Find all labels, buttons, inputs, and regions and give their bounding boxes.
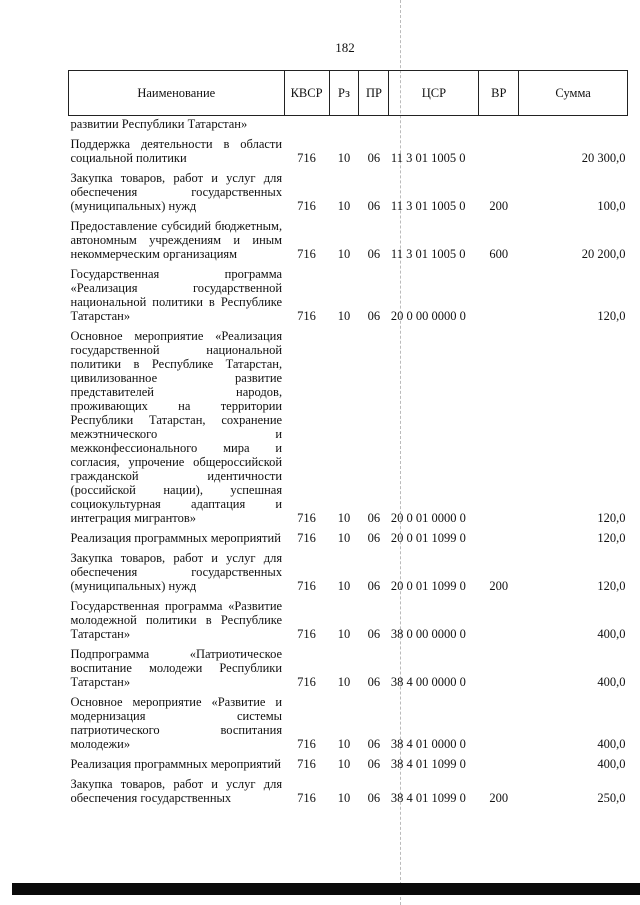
cell-rz: 10 xyxy=(337,737,351,751)
table-row xyxy=(69,756,628,776)
table-row xyxy=(69,136,628,170)
header-pr: ПР xyxy=(359,71,389,116)
cell-kvsr: 716 xyxy=(297,531,316,545)
cell-name: Подпрограмма «Патриотическое воспитание молодежи Республики Татарстан» xyxy=(70,647,283,689)
table-row xyxy=(69,328,628,530)
cell-pr: 06 xyxy=(367,791,381,805)
cell-name: Закупка товаров, работ и услуг для обеспечения государственных (муниципальных) нужд xyxy=(70,171,283,213)
cell-name: Реализация программных мероприятий xyxy=(70,531,281,545)
cell-sum: 400,0 xyxy=(597,627,626,641)
cell-vr xyxy=(479,328,519,530)
cell-csr: 38 4 01 1099 0 xyxy=(390,757,466,771)
cell-kvsr: 716 xyxy=(297,757,316,771)
cell-csr: 38 0 00 0000 0 xyxy=(390,627,466,641)
cell-rz: 10 xyxy=(337,309,351,323)
cell-pr: 06 xyxy=(367,757,381,771)
cell-sum: 400,0 xyxy=(597,757,626,771)
table-row xyxy=(69,170,628,218)
cell-sum: 120,0 xyxy=(597,531,626,545)
cell-vr: 200 xyxy=(489,579,509,593)
cell-vr xyxy=(479,530,519,550)
cell-pr: 06 xyxy=(367,675,381,689)
cell-kvsr: 716 xyxy=(297,737,316,751)
cell-name: Предоставление субсидий бюджетным, автономным учреждениям и иным некоммерческим организациям xyxy=(70,219,283,261)
cell-pr: 06 xyxy=(367,531,381,545)
cell-pr: 06 xyxy=(367,511,381,525)
table-row xyxy=(69,266,628,328)
table-row xyxy=(69,646,628,694)
cell-rz: 10 xyxy=(337,151,351,165)
cell-kvsr: 716 xyxy=(297,675,316,689)
cell-name: Закупка товаров, работ и услуг для обеспечения государственных (муниципальных) нужд xyxy=(70,551,283,593)
cell-vr: 600 xyxy=(489,247,509,261)
cell-rz: 10 xyxy=(337,579,351,593)
cell-name: Реализация программных мероприятий xyxy=(70,757,281,771)
table-body xyxy=(69,116,628,811)
cell-pr: 06 xyxy=(367,151,381,165)
cell-name: Поддержка деятельности в области социальной политики xyxy=(70,137,283,165)
budget-table xyxy=(68,70,628,810)
cell-vr xyxy=(479,756,519,776)
cell-rz: 10 xyxy=(337,247,351,261)
cell-vr xyxy=(479,646,519,694)
cell-csr: 11 3 01 1005 0 xyxy=(390,247,466,261)
cell-rz: 10 xyxy=(337,511,351,525)
cell-sum: 20 300,0 xyxy=(581,151,626,165)
cell-kvsr xyxy=(284,116,329,137)
cell-vr xyxy=(479,598,519,646)
header-vr: ВР xyxy=(479,71,519,116)
cell-csr: 11 3 01 1005 0 xyxy=(390,199,466,213)
cell-rz: 10 xyxy=(337,627,351,641)
cell-name: Государственная программа «Реализация государственной национальной политики в Республике Татарстан» xyxy=(70,267,283,323)
cell-csr: 20 0 01 1099 0 xyxy=(390,579,466,593)
cell-csr: 38 4 01 1099 0 xyxy=(390,791,466,805)
table-row xyxy=(69,116,628,137)
cell-sum: 100,0 xyxy=(597,199,626,213)
cell-name: Закупка товаров, работ и услуг для обеспечения государственных xyxy=(70,777,283,805)
cell-csr: 20 0 00 0000 0 xyxy=(390,309,466,323)
cell-rz xyxy=(329,116,359,137)
header-csr: ЦСР xyxy=(389,71,479,116)
cell-pr: 06 xyxy=(367,737,381,751)
page-number: 182 xyxy=(335,40,355,55)
table-row xyxy=(69,550,628,598)
cell-kvsr: 716 xyxy=(297,627,316,641)
cell-vr xyxy=(479,116,519,137)
header-rz: Рз xyxy=(329,71,359,116)
cell-sum: 120,0 xyxy=(597,511,626,525)
cell-csr: 20 0 01 0000 0 xyxy=(390,511,466,525)
cell-kvsr: 716 xyxy=(297,511,316,525)
cell-vr: 200 xyxy=(489,199,509,213)
cell-vr xyxy=(479,694,519,756)
cell-rz: 10 xyxy=(337,199,351,213)
table-header-row xyxy=(69,71,628,116)
cell-name: Государственная программа «Развитие молодежной политики в Республике Татарстан» xyxy=(70,599,283,641)
scan-bottom-edge xyxy=(12,883,640,895)
cell-kvsr: 716 xyxy=(297,247,316,261)
cell-rz: 10 xyxy=(337,757,351,771)
cell-kvsr: 716 xyxy=(297,309,316,323)
cell-vr xyxy=(479,136,519,170)
cell-rz: 10 xyxy=(337,791,351,805)
cell-pr: 06 xyxy=(367,199,381,213)
cell-sum: 120,0 xyxy=(597,579,626,593)
table-row xyxy=(69,218,628,266)
cell-csr: 20 0 01 1099 0 xyxy=(390,531,466,545)
cell-sum: 400,0 xyxy=(597,737,626,751)
cell-name: Основное мероприятие «Реализация государственной национальной политики в Республике Татарстан, цивилизованное развитие представителей народов, проживающих на территории Республики Татарстан, сохранение межэтнического и межконфессионального мира и согласия, упрочение общероссийской гражданской идентичности (российской нации), успешная социокультурная адаптация и интеграция мигрантов» xyxy=(70,329,283,525)
cell-kvsr: 716 xyxy=(297,791,316,805)
cell-kvsr: 716 xyxy=(297,579,316,593)
cell-sum: 20 200,0 xyxy=(581,247,626,261)
table-row xyxy=(69,530,628,550)
cell-pr: 06 xyxy=(367,309,381,323)
cell-csr xyxy=(389,116,479,137)
cell-csr: 11 3 01 1005 0 xyxy=(390,151,466,165)
header-kvsr: КВСР xyxy=(284,71,329,116)
cell-csr: 38 4 01 0000 0 xyxy=(390,737,466,751)
table-row xyxy=(69,598,628,646)
cell-pr: 06 xyxy=(367,247,381,261)
cell-sum: 250,0 xyxy=(597,791,626,805)
table-row xyxy=(69,694,628,756)
cell-kvsr: 716 xyxy=(297,151,316,165)
cell-name: развитии Республики Татарстан» xyxy=(70,117,248,131)
cell-vr xyxy=(479,266,519,328)
cell-rz: 10 xyxy=(337,531,351,545)
cell-sum: 120,0 xyxy=(597,309,626,323)
cell-sum: 400,0 xyxy=(597,675,626,689)
cell-pr xyxy=(359,116,389,137)
header-name: Наименование xyxy=(69,71,285,116)
cell-rz: 10 xyxy=(337,675,351,689)
cell-sum xyxy=(519,116,628,137)
table-row xyxy=(69,776,628,810)
cell-vr: 200 xyxy=(489,791,509,805)
header-sum: Сумма xyxy=(519,71,628,116)
cell-csr: 38 4 00 0000 0 xyxy=(390,675,466,689)
cell-kvsr: 716 xyxy=(297,199,316,213)
cell-pr: 06 xyxy=(367,627,381,641)
cell-pr: 06 xyxy=(367,579,381,593)
cell-name: Основное мероприятие «Развитие и модернизация системы патриотического воспитания молодежи» xyxy=(70,695,283,751)
